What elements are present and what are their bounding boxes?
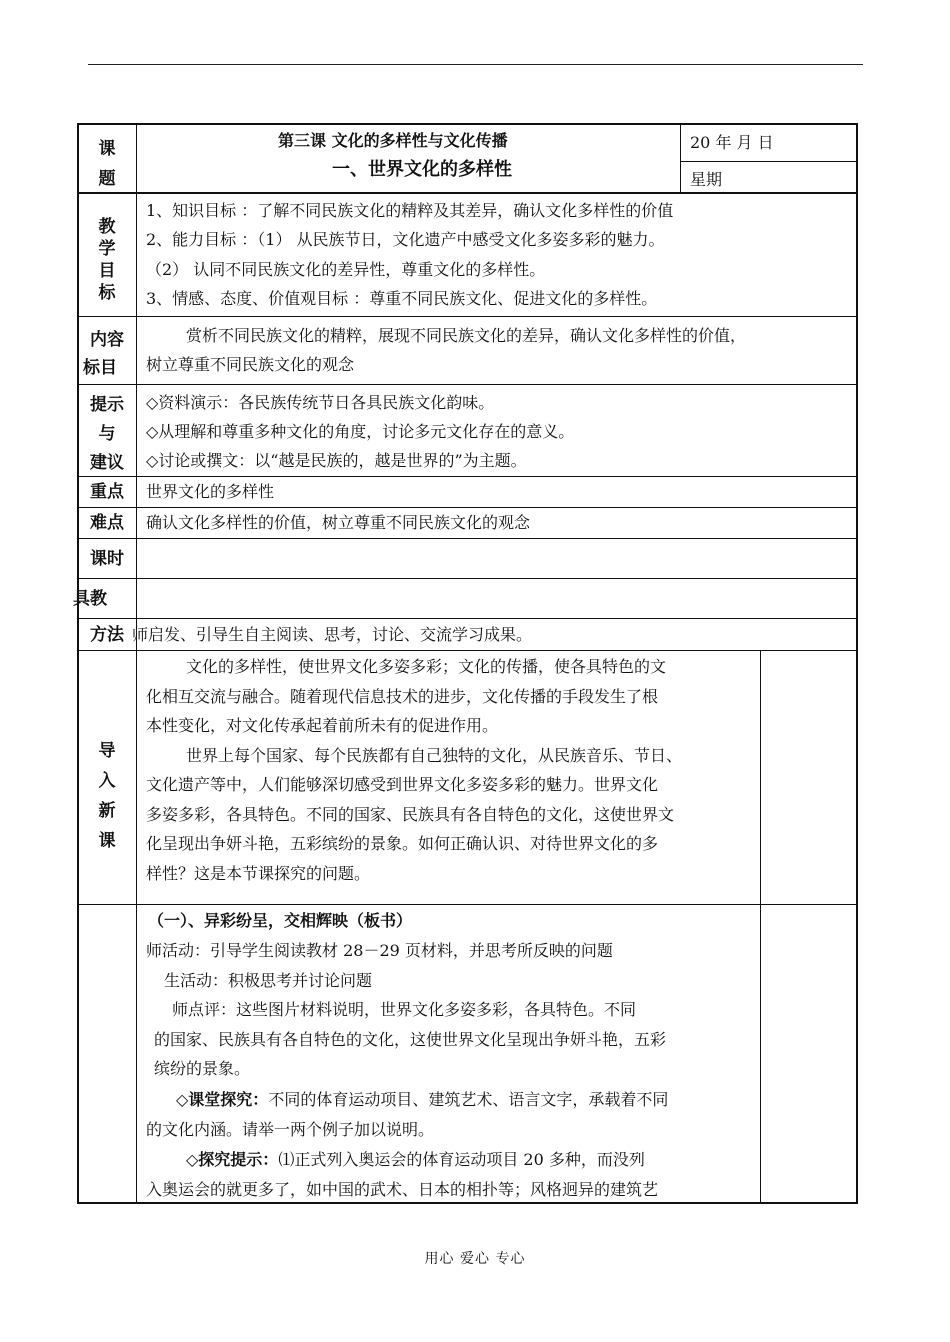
hint-text: ⑴正式列入奥运会的体育运动项目 20 多种，而没列 (278, 1150, 645, 1169)
intro-line: 文化的多样性，使世界文化多姿多彩；文化的传播，使各具特色的文 (186, 657, 667, 676)
tip-line: ◇从理解和尊重多种文化的角度，讨论多元文化存在的意义。 (146, 422, 575, 441)
hint-cont: 入奥运会的就更多了，如中国的武术、日本的相扑等；风格迥异的建筑艺 (146, 1180, 659, 1199)
key-point-text: 世界文化的多样性 (146, 482, 275, 501)
intro-line: 样性？这是本节课探究的问题。 (146, 864, 371, 883)
date-field: 20 年 月 日 (690, 133, 774, 152)
body-line: 的国家、民族具有各自特色的文化，这使世界文化呈现出争妍斗艳，五彩 (154, 1030, 667, 1049)
label-class-hours: 课时 (90, 549, 124, 569)
page-footer: 用心 爱心 专心 (424, 1251, 526, 1267)
body-line: 师活动：引导学生阅读教材 28－29 页材料，并思考所反映的问题 (146, 941, 613, 960)
body-line: 生活动：积极思考并讨论问题 (164, 971, 373, 990)
label-difficulty: 难点 (90, 513, 124, 533)
intro-line: 世界上每个国家、每个民族都有自己独特的文化，从民族音乐、节日、 (186, 746, 683, 765)
label-objectives: 教 学 目 标 (98, 217, 116, 303)
label-topic: 课 题 (98, 139, 116, 189)
label-key-point: 重点 (90, 482, 124, 502)
tip-line: ◇讨论或撰文：以“越是民族的，越是世界的”为主题。 (146, 451, 527, 470)
content-goal-line-1: 赏析不同民族文化的精粹，展现不同民族文化的差异，确认文化多样性的价值， (186, 326, 747, 345)
label-teaching-aids: 具教 (73, 589, 107, 609)
hint-line (186, 1150, 645, 1170)
objective-ability: 2、能力目标 ：（1） 从民族节日，文化遗产中感受文化多姿多彩的魅力。 (146, 230, 665, 249)
label-intro: 导 入 新 课 (98, 741, 116, 851)
body-line: 师点评：这些图片材料说明，世界文化多姿多彩，各具特色。不同 (172, 1000, 637, 1019)
objective-ability-2: （2） 认同不同民族文化的差异性，尊重文化的多样性。 (146, 260, 546, 279)
difficulty-text: 确认文化多样性的价值，树立尊重不同民族文化的观念 (146, 513, 531, 532)
intro-line: 化呈现出争妍斗艳，五彩缤纷的景象。如何正确认识、对待世界文化的多 (146, 834, 659, 853)
lesson-subtitle: 一、世界文化的多样性 (332, 159, 512, 180)
explore-text: 不同的体育运动项目、建筑艺术、语言文字，承载着不同 (268, 1090, 669, 1109)
section-heading: （一）、异彩纷呈，交相辉映（板书） (148, 911, 413, 930)
method-text: 师启发、引导生自主阅读、思考，讨论、交流学习成果。 (132, 625, 533, 644)
body-line: 缤纷的景象。 (154, 1059, 251, 1078)
label-content-goal: 内容 标目 (83, 330, 124, 378)
label-tips: 提示 与 建议 (90, 395, 124, 473)
intro-line: 本性变化，对文化传承起着前所未有的促进作用。 (146, 716, 499, 735)
explore-line (176, 1090, 668, 1110)
weekday-field: 星期 (690, 170, 723, 189)
intro-line: 化相互交流与融合。随着现代信息技术的进步，文化传播的手段发生了根 (146, 687, 659, 706)
objective-attitude: 3、情感、态度、价值观目标 ：尊重不同民族文化、促进文化的多样性。 (146, 289, 658, 308)
intro-line: 多姿多彩，各具特色。不同的国家、民族具有各自特色的文化，这使世界文 (146, 805, 675, 824)
intro-line: 文化遗产等中，人们能够深切感受到世界文化多姿多彩的魅力。世界文化 (146, 775, 659, 794)
label-method: 方法 (90, 625, 124, 645)
explore-label: ◇课堂探究： (176, 1090, 269, 1109)
tip-line: ◇资料演示：各民族传统节日各具民族文化韵味。 (146, 393, 495, 412)
hint-label: ◇探究提示： (186, 1150, 279, 1169)
objective-knowledge: 1、知识目标 ：了解不同民族文化的精粹及其差异，确认文化多样性的价值 (146, 201, 674, 220)
content-goal-line-2: 树立尊重不同民族文化的观念 (146, 355, 355, 374)
lesson-title: 第三课 文化的多样性与文化传播 (278, 131, 508, 150)
header-rule (88, 64, 863, 65)
explore-cont: 的文化内涵。请举一两个例子加以说明。 (146, 1120, 435, 1139)
